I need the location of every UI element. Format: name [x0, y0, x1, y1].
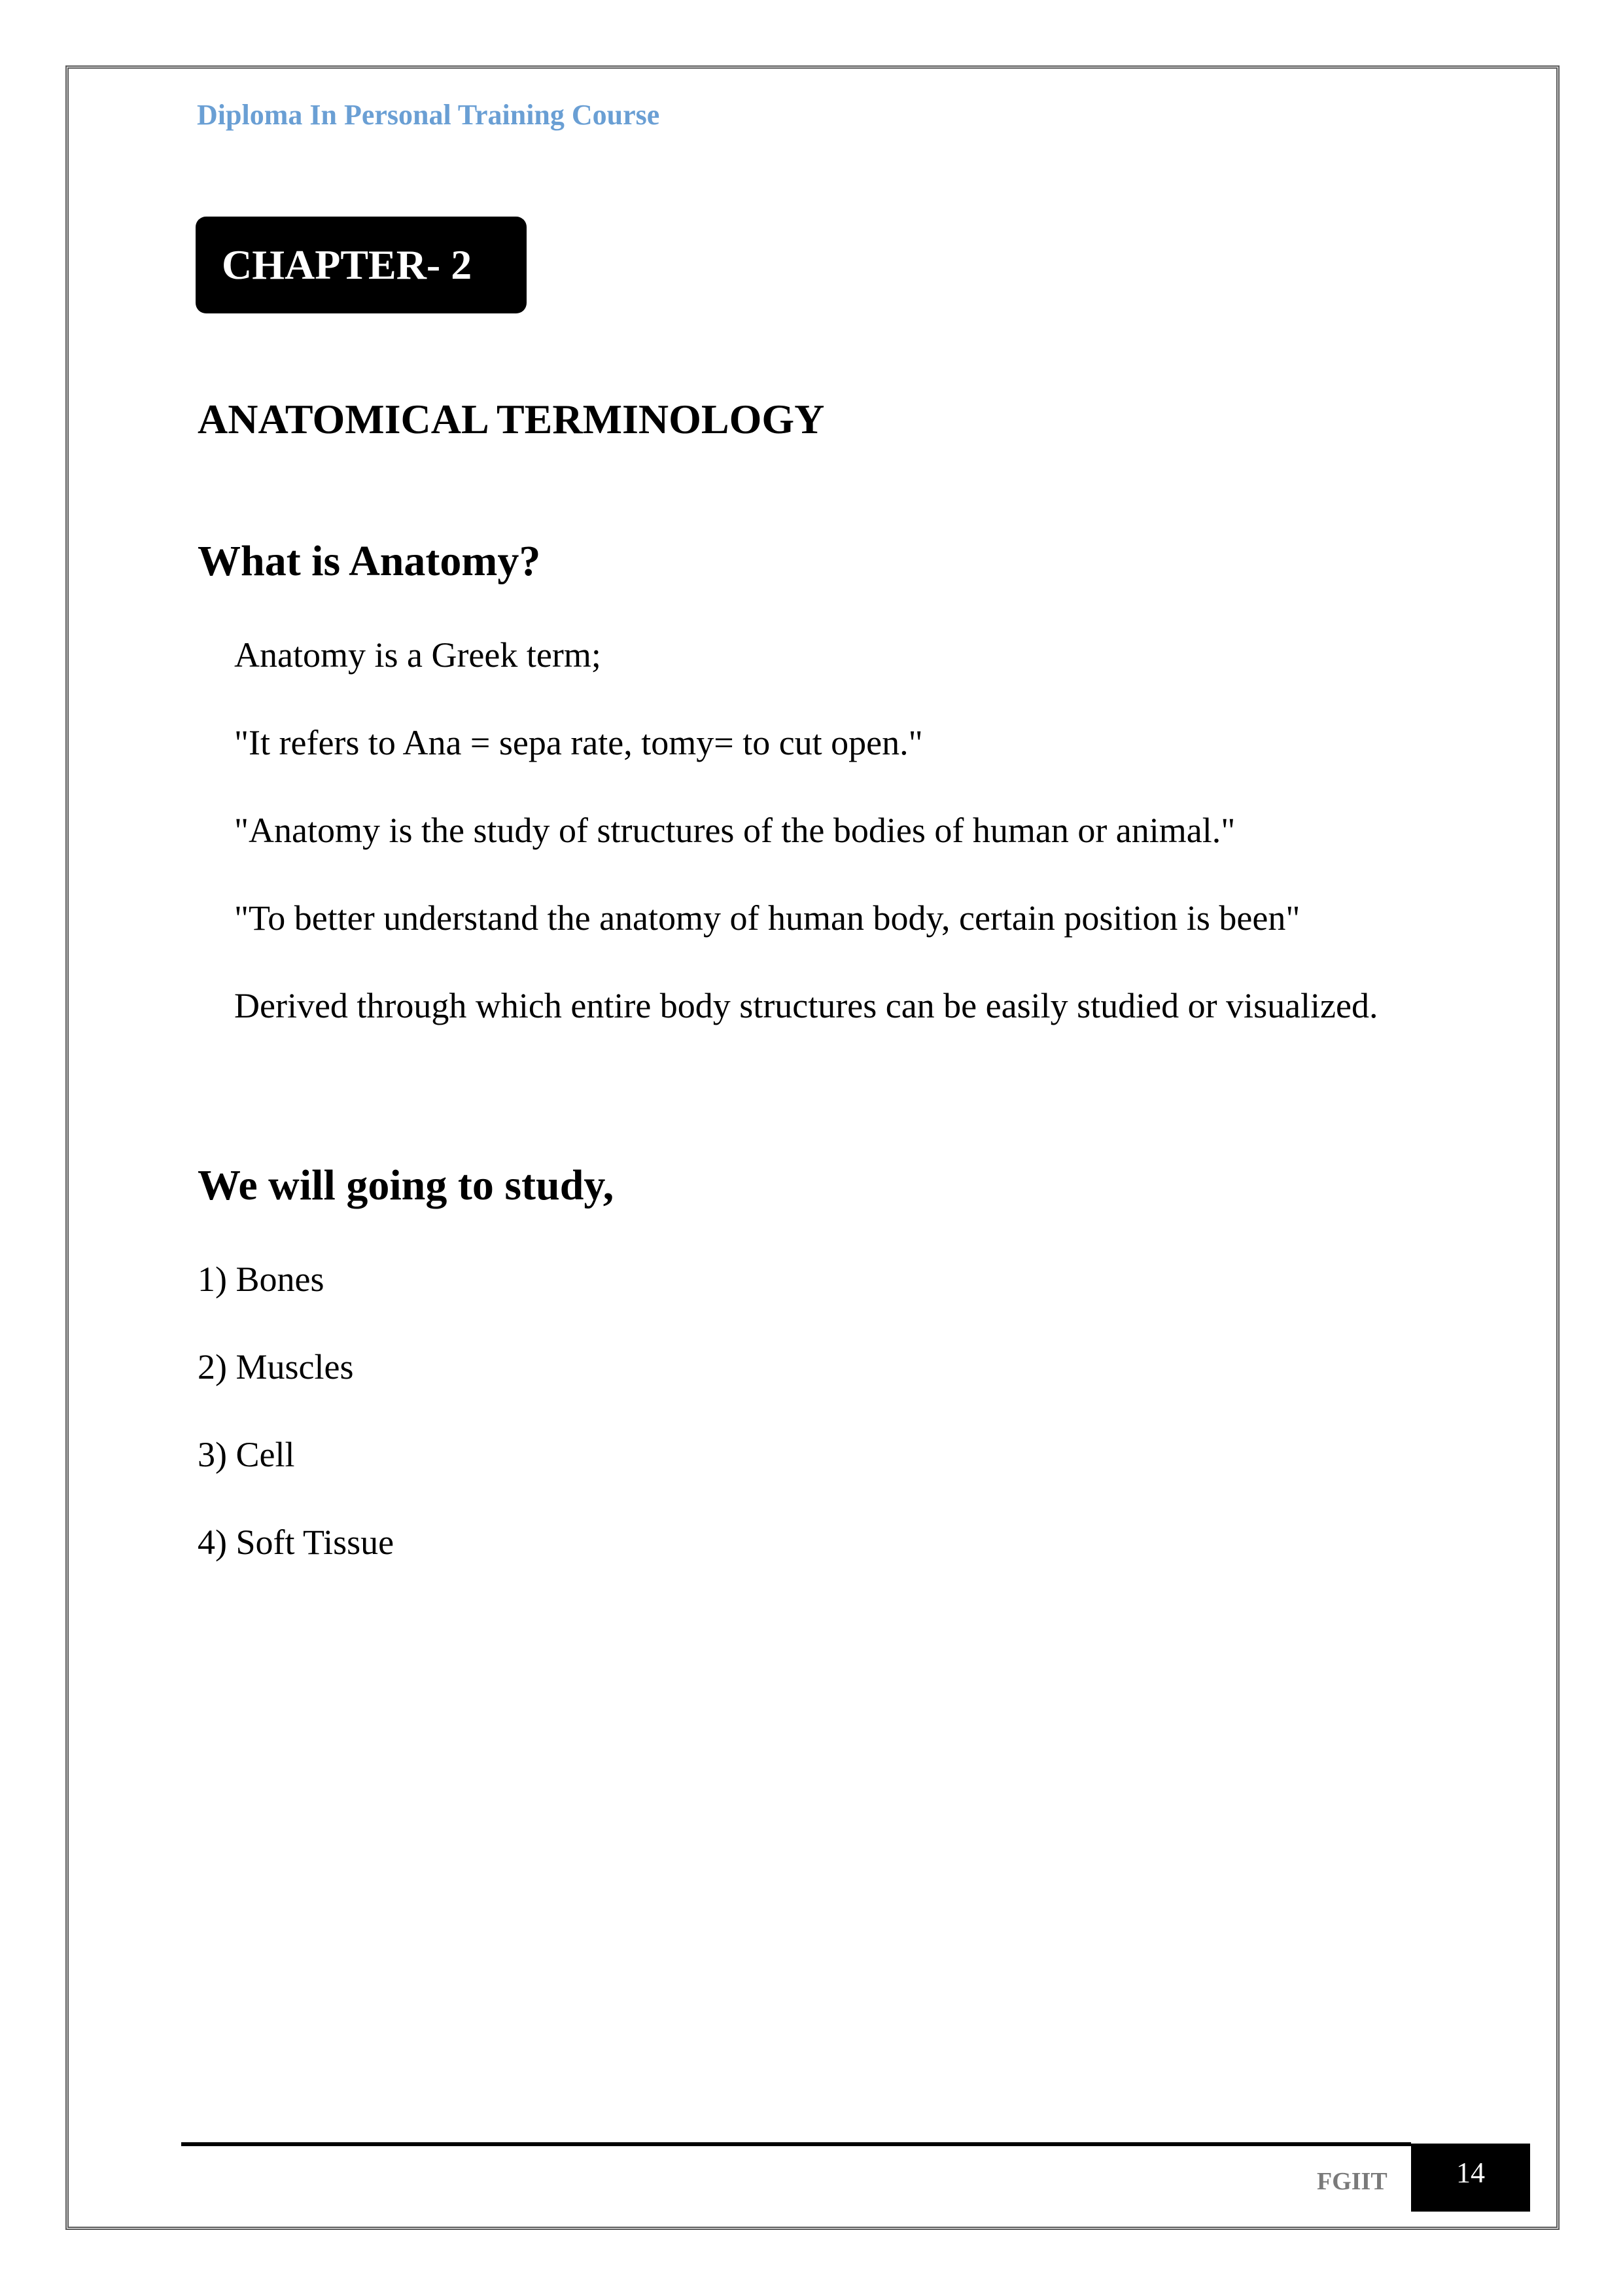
page-border [65, 65, 1560, 2230]
section-title: ANATOMICAL TERMINOLOGY [198, 396, 825, 442]
study-list-item-muscles: 2) Muscles [198, 1347, 354, 1386]
footer-label: FGIIT [1317, 2168, 1387, 2195]
anatomy-heading: What is Anatomy? [198, 537, 541, 585]
anatomy-line-1: Anatomy is a Greek term; [234, 635, 601, 675]
anatomy-line-2: "It refers to Ana = sepa rate, tomy= to cut open." [234, 723, 923, 762]
study-list-item-cell: 3) Cell [198, 1435, 295, 1474]
study-heading: We will going to study, [198, 1161, 614, 1209]
chapter-badge: CHAPTER- 2 [196, 217, 527, 313]
footer-rule [181, 2142, 1411, 2146]
anatomy-line-4: "To better understand the anatomy of human body, certain position is been" [234, 898, 1300, 938]
study-list-item-bones: 1) Bones [198, 1260, 324, 1299]
anatomy-line-3: "Anatomy is the study of structures of the bodies of human or animal." [234, 811, 1236, 850]
page-number: 14 [1411, 2144, 1530, 2212]
course-header-title: Diploma In Personal Training Course [197, 99, 660, 131]
study-list-item-soft-tissue: 4) Soft Tissue [198, 1523, 394, 1562]
anatomy-line-5: Derived through which entire body structures can be easily studied or visualized. [234, 986, 1378, 1025]
